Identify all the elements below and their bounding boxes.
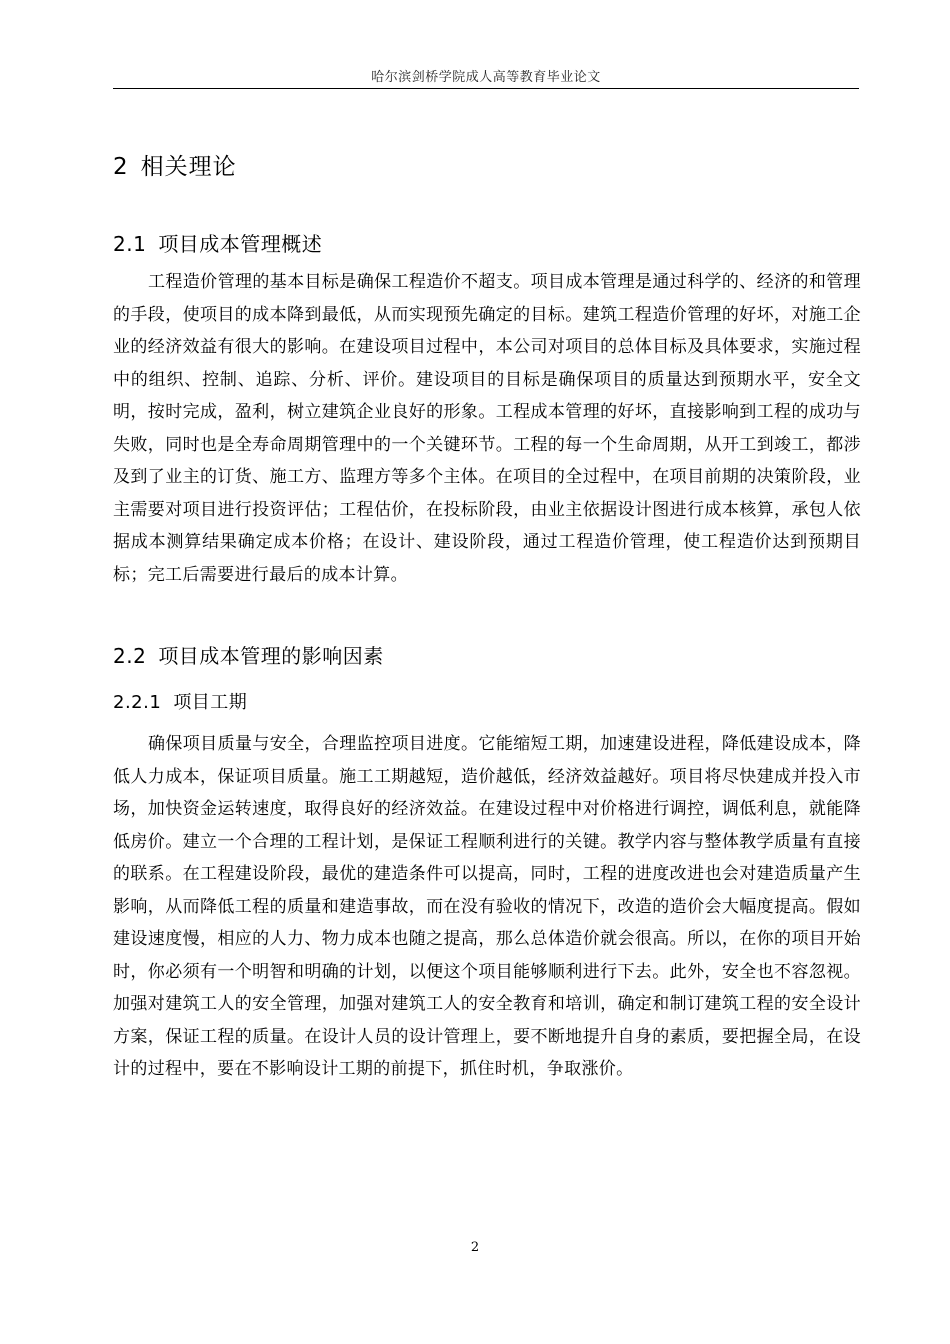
- section-heading-2-1: [113, 228, 322, 257]
- section-title: 项目成本管理的影响因素: [158, 644, 384, 668]
- subsection-number: 2.2.1: [113, 692, 162, 713]
- section-2-1-paragraph: 工程造价管理的基本目标是确保工程造价不超支。项目成本管理是通过科学的、经济的和管理的手段，使项目的成本降到最低，从而实现预先确定的目标。建筑工程造价管理的好坏，对施工企业的经济效益有很大的影响。在建设项目过程中，本公司对项目的总体目标及具体要求，实施过程中的组织、控制、追踪、分析、评价。建设项目的目标是确保项目的质量达到预期水平，安全文明，按时完成，盈利，树立建筑企业良好的形象。工程成本管理的好坏，直接影响到工程的成功与失败，同时也是全寿命周期管理中的一个关键环节。工程的每一个生命周期，从开工到竣工，都涉及到了业主的订货、施工方、监理方等多个主体。在项目的全过程中，在项目前期的决策阶段，业主需要对项目进行投资评估；工程估价，在投标阶段，由业主依据设计图进行成本核算，承包人依据成本测算结果确定成本价格；在设计、建设阶段，通过工程造价管理，使工程造价达到预期目标；完工后需要进行最后的成本计算。: [113, 272, 861, 585]
- section-number: 2.2: [113, 644, 147, 668]
- header-divider: [113, 88, 859, 89]
- chapter-number: 2: [113, 154, 129, 180]
- chapter-title: 相关理论: [140, 154, 237, 180]
- page-number: 2: [470, 1240, 480, 1255]
- chapter-heading: [113, 148, 237, 181]
- subsection-title: 项目工期: [173, 692, 248, 713]
- section-number: 2.1: [113, 232, 147, 256]
- running-header: 哈尔滨剑桥学院成人高等教育毕业论文: [371, 70, 601, 85]
- subsection-heading-2-2-1: [113, 688, 247, 714]
- section-title: 项目成本管理概述: [158, 232, 323, 256]
- section-heading-2-2: [113, 640, 384, 669]
- subsection-2-2-1-paragraph: 确保项目质量与安全，合理监控项目进度。它能缩短工期，加速建设进程，降低建设成本，降低人力成本，保证项目质量。施工工期越短，造价越低，经济效益越好。项目将尽快建成并投入市场，加快资金运转速度，取得良好的经济效益。在建设过程中对价格进行调控，调低利息，就能降低房价。建立一个合理的工程计划，是保证工程顺利进行的关键。教学内容与整体教学质量有直接的联系。在工程建设阶段，最优的建造条件可以提高，同时，工程的进度改进也会对建造质量产生影响，从而降低工程的质量和建造事故，而在没有验收的情况下，改造的造价会大幅度提高。假如建设速度慢，相应的人力、物力成本也随之提高，那么总体造价就会很高。所以，在你的项目开始时，你必须有一个明智和明确的计划，以便这个项目能够顺利进行下去。此外，安全也不容忽视。加强对建筑工人的安全管理，加强对建筑工人的安全教育和培训，确定和制订建筑工程的安全设计方案，保证工程的质量。在设计人员的设计管理上，要不断地提升自身的素质，要把握全局，在设计的过程中，要在不影响设计工期的前提下，抓住时机，争取涨价。: [113, 734, 861, 1079]
